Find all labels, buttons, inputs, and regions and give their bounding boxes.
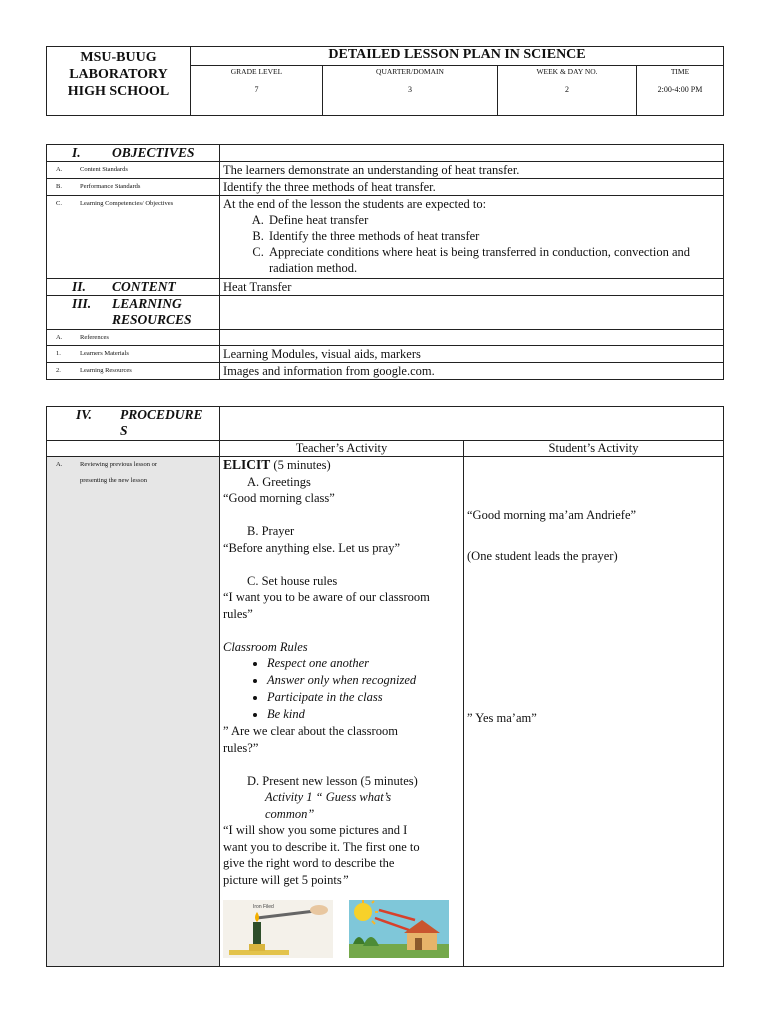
objectives-table <box>46 144 724 380</box>
references-value <box>220 330 724 346</box>
radiation-image <box>349 900 449 962</box>
time-value: 2:00-4:00 PM <box>657 84 703 94</box>
resources-heading: III. LEARNING RESOURCES <box>47 296 220 330</box>
objectives-heading: I. OBJECTIVES <box>47 145 220 162</box>
prayer-reply: (One student leads the prayer) <box>467 548 618 563</box>
elicit-label: ELICIT <box>223 457 271 472</box>
school-line-1: MSU-BUUG <box>80 50 157 65</box>
performance-standards-label: B. Performance Standards <box>47 179 220 196</box>
learners-materials-label: 1. Learners Materials <box>47 346 220 363</box>
procedures-heading: IV. PROCEDURE S <box>47 407 220 441</box>
row-a-label: A. Reviewing previous lesson or presenting the new lesson <box>47 457 220 967</box>
rule-item: • Participate in the class <box>267 689 460 706</box>
competencies-label: C. Learning Competencies/ Objectives <box>47 196 220 279</box>
activity-title: Activity 1 “ Guess what’s <box>265 790 392 804</box>
rule-item: • Be kind <box>267 706 460 723</box>
week-day-value: 2 <box>565 84 569 94</box>
learning-resources-label: 2. Learning Resources <box>47 363 220 380</box>
classroom-rules-list <box>223 655 460 723</box>
competency-item: A. Define heat transfer <box>267 212 720 228</box>
present-lesson-item: D. Present new lesson (5 minutes) <box>247 773 418 788</box>
content-standards-value: The learners demonstrate an understanding of heat transfer. <box>220 162 724 179</box>
greeting-quote: “Good morning class” <box>223 491 335 505</box>
competencies-list <box>223 212 720 276</box>
greeting-reply: “Good morning ma’am Andriefe” <box>467 508 637 522</box>
prayer-item: B. Prayer <box>247 524 295 538</box>
iron-rod-label: Iron Filed <box>253 904 274 910</box>
rule-item: • Answer only when recognized <box>267 672 460 689</box>
competencies-intro: At the end of the lesson the students are expected to: <box>223 197 487 211</box>
week-day-label: WEEK & DAY NO. <box>536 66 598 76</box>
student-activity-cell <box>464 457 724 967</box>
teacher-activity-cell: ELICIT (5 minutes) A. Greetings “Good morning class” B. Prayer “Before anything else. Let us pray” C. Set house rules “I want you to be aware of our classroom rules” Classroom Rules • Respect one another • Answer only when recognized • Participate in the class • Be kind ” Are we clear about the classroom rules?” D. Present new lesson (5 minutes) Activity 1 “ Guess what’s common” “I will show you some pictures and I want you to describe it. The first one to give the right word to describe the picture will get 5 points” Iron Filed <box>220 457 464 967</box>
teacher-activity-header: Teacher’s Activity <box>220 441 464 457</box>
week-day-cell <box>498 65 637 115</box>
grade-level-label: GRADE LEVEL <box>230 66 283 76</box>
prayer-quote: “Before anything else. Let us pray” <box>223 540 401 555</box>
quarter-domain-cell <box>323 65 498 115</box>
performance-standards-value: Identify the three methods of heat transfer. <box>220 179 724 196</box>
references-label: A. References <box>47 330 220 346</box>
classroom-rules-title: Classroom Rules <box>223 639 308 654</box>
content-standards-label: A. Content Standards <box>47 162 220 179</box>
greetings-item: A. Greetings <box>247 474 311 489</box>
grade-level-value: 7 <box>254 84 259 94</box>
time-cell <box>637 65 724 115</box>
document-title: DETAILED LESSON PLAN IN SCIENCE <box>191 47 724 66</box>
header-table <box>46 46 724 116</box>
learning-resources-value: Images and information from google.com. <box>220 363 724 380</box>
house-rules-item: C. Set house rules <box>247 573 338 588</box>
quarter-domain-value: 3 <box>408 84 412 94</box>
student-activity-header: Student’s Activity <box>464 441 724 457</box>
grade-level-cell <box>191 65 323 115</box>
competency-item: B. Identify the three methods of heat transfer <box>267 228 720 244</box>
learners-materials-value: Learning Modules, visual aids, markers <box>220 346 724 363</box>
content-value: Heat Transfer <box>220 279 724 296</box>
time-label: TIME <box>670 66 690 76</box>
rule-item: • Respect one another <box>267 655 460 672</box>
competency-item: C. Appreciate conditions where heat is being transferred in conduction, convection and radiation method. <box>267 244 720 276</box>
competencies-value <box>220 196 724 279</box>
school-line-3: HIGH SCHOOL <box>67 84 170 99</box>
conduction-image <box>223 900 333 962</box>
content-heading: II. CONTENT <box>47 279 220 296</box>
school-line-2: LABORATORY <box>69 67 168 82</box>
yes-reply: ” Yes ma’am” <box>467 711 537 725</box>
school-name <box>47 47 191 116</box>
quarter-domain-label: QUARTER/DOMAIN <box>376 66 444 76</box>
procedures-table <box>46 406 724 967</box>
